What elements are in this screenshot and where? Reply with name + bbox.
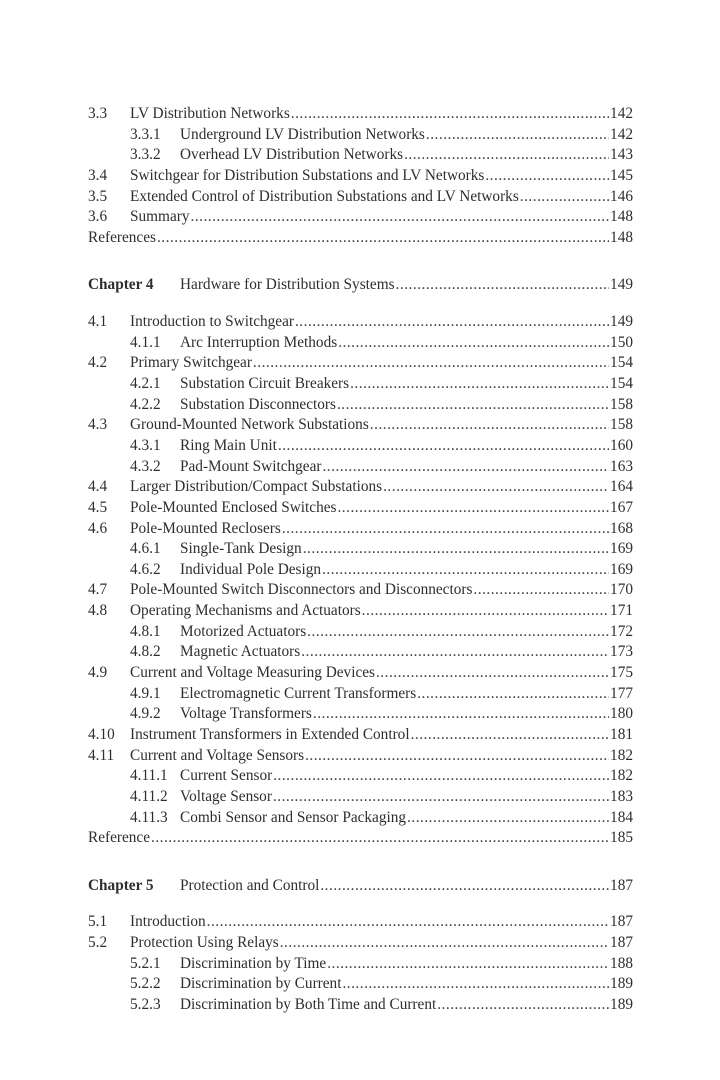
dot-leader bbox=[520, 187, 609, 208]
dot-leader bbox=[305, 746, 609, 767]
entry-number: 4.10 bbox=[88, 725, 115, 743]
page-number: 181 bbox=[610, 725, 633, 743]
page-number: 171 bbox=[610, 602, 633, 620]
entry-title: Introduction to Switchgear bbox=[130, 313, 294, 331]
dot-leader bbox=[417, 684, 609, 705]
toc-entry[interactable] bbox=[88, 353, 633, 374]
entry-number: Chapter 4 bbox=[88, 276, 154, 294]
entry-title: Overhead LV Distribution Networks bbox=[180, 146, 404, 164]
dot-leader bbox=[337, 395, 609, 416]
toc-entry[interactable] bbox=[88, 766, 633, 787]
toc-chapter-entry[interactable] bbox=[88, 876, 633, 897]
entry-title: Current and Voltage Sensors bbox=[130, 746, 305, 764]
page-number: 175 bbox=[610, 664, 633, 682]
toc-entry[interactable] bbox=[88, 539, 633, 560]
entry-title: Extended Control of Distribution Substations and LV Networks bbox=[130, 187, 519, 205]
entry-number: 5.2 bbox=[88, 934, 108, 952]
page-number: 142 bbox=[610, 125, 633, 143]
toc-entry[interactable] bbox=[88, 933, 633, 954]
dot-leader bbox=[437, 995, 609, 1016]
dot-leader bbox=[307, 622, 609, 643]
dot-leader bbox=[320, 876, 609, 897]
page-number: 187 bbox=[610, 934, 633, 952]
toc-entry[interactable] bbox=[88, 974, 633, 995]
dot-leader bbox=[280, 933, 609, 954]
toc-entry[interactable] bbox=[88, 166, 633, 187]
entry-title: Underground LV Distribution Networks bbox=[180, 125, 425, 143]
dot-leader bbox=[473, 580, 609, 601]
entry-title: References bbox=[88, 228, 156, 246]
page-number: 148 bbox=[610, 228, 633, 246]
entry-number: 4.1.1 bbox=[130, 333, 161, 351]
dot-leader bbox=[327, 954, 609, 975]
toc-entry[interactable] bbox=[88, 580, 633, 601]
entry-number: Chapter 5 bbox=[88, 876, 154, 894]
page-number: 148 bbox=[610, 208, 633, 226]
page-number: 184 bbox=[610, 808, 633, 826]
entry-number: 4.11.2 bbox=[130, 787, 168, 805]
dot-leader bbox=[337, 498, 609, 519]
page-number: 169 bbox=[610, 560, 633, 578]
page-number: 185 bbox=[610, 829, 633, 847]
entry-number: 4.6.1 bbox=[130, 540, 161, 558]
entry-number: 4.9 bbox=[88, 664, 108, 682]
entry-title: Switchgear for Distribution Substations and LV Networks bbox=[130, 166, 485, 184]
toc-entry[interactable] bbox=[88, 663, 633, 684]
page-number: 149 bbox=[610, 313, 633, 331]
entry-title: Pole-Mounted Reclosers bbox=[130, 519, 281, 537]
toc-entry[interactable] bbox=[88, 312, 633, 333]
page-number: 188 bbox=[610, 954, 633, 972]
entry-title: Electromagnetic Current Transformers bbox=[180, 684, 417, 702]
page-number: 168 bbox=[610, 519, 633, 537]
page-number: 177 bbox=[610, 684, 633, 702]
page-number: 154 bbox=[610, 375, 633, 393]
entry-title: Introduction bbox=[130, 913, 206, 931]
entry-number: 3.3.1 bbox=[130, 125, 161, 143]
page-number: 183 bbox=[610, 787, 633, 805]
page-number: 154 bbox=[610, 354, 633, 372]
entry-number: 5.2.2 bbox=[130, 975, 161, 993]
entry-title: Summary bbox=[130, 208, 190, 226]
dot-leader bbox=[322, 457, 609, 478]
dot-leader bbox=[396, 275, 610, 296]
dot-leader bbox=[342, 974, 609, 995]
entry-number: 4.5 bbox=[88, 498, 108, 516]
toc-entry[interactable] bbox=[88, 995, 633, 1016]
toc-entry[interactable] bbox=[88, 145, 633, 166]
entry-number: 4.2.1 bbox=[130, 375, 161, 393]
entry-title: Pad-Mount Switchgear bbox=[180, 457, 322, 475]
toc-entry[interactable] bbox=[88, 954, 633, 975]
toc-entry[interactable] bbox=[88, 457, 633, 478]
toc-entry[interactable] bbox=[88, 912, 633, 933]
entry-number: 3.6 bbox=[88, 208, 108, 226]
dot-leader bbox=[207, 912, 609, 933]
dot-leader bbox=[426, 125, 609, 146]
entry-title: Current and Voltage Measuring Devices bbox=[130, 664, 375, 682]
entry-number: 4.3.1 bbox=[130, 436, 161, 454]
dot-leader bbox=[370, 415, 609, 436]
toc-entry[interactable] bbox=[88, 725, 633, 746]
dot-leader bbox=[282, 519, 609, 540]
entry-title: Reference bbox=[88, 829, 150, 847]
entry-title: Operating Mechanisms and Actuators bbox=[130, 602, 361, 620]
toc-entry[interactable] bbox=[88, 228, 633, 249]
entry-number: 5.2.1 bbox=[130, 954, 161, 972]
toc-entry[interactable] bbox=[88, 787, 633, 808]
dot-leader bbox=[291, 104, 609, 125]
toc-entry[interactable] bbox=[88, 104, 633, 125]
entry-number: 5.2.3 bbox=[130, 995, 161, 1013]
dot-leader bbox=[322, 560, 609, 581]
entry-number: 4.8 bbox=[88, 602, 108, 620]
entry-title: Hardware for Distribution Systems bbox=[180, 276, 395, 294]
page-number: 158 bbox=[610, 416, 633, 434]
dot-leader bbox=[273, 766, 609, 787]
dot-leader bbox=[278, 436, 609, 457]
entry-title: Protection Using Relays bbox=[130, 934, 279, 952]
entry-title: Larger Distribution/Compact Substations bbox=[130, 478, 383, 496]
entry-title: Substation Circuit Breakers bbox=[180, 375, 350, 393]
entry-title: Arc Interruption Methods bbox=[180, 333, 338, 351]
toc-entry[interactable] bbox=[88, 333, 633, 354]
dot-leader bbox=[313, 704, 609, 725]
entry-title: Current Sensor bbox=[180, 767, 273, 785]
page-number: 150 bbox=[610, 333, 633, 351]
page-number: 187 bbox=[610, 913, 633, 931]
toc-entry[interactable] bbox=[88, 498, 633, 519]
page-number: 143 bbox=[610, 146, 633, 164]
entry-number: 4.6.2 bbox=[130, 560, 161, 578]
dot-leader bbox=[301, 642, 609, 663]
entry-title: Combi Sensor and Sensor Packaging bbox=[180, 808, 407, 826]
toc-entry[interactable] bbox=[88, 642, 633, 663]
dot-leader bbox=[151, 828, 609, 849]
toc-chapter-entry[interactable] bbox=[88, 275, 633, 296]
table-of-contents bbox=[88, 104, 633, 1016]
entry-number: 4.1 bbox=[88, 313, 108, 331]
entry-title: Pole-Mounted Switch Disconnectors and Disconnectors bbox=[130, 581, 473, 599]
page-number: 182 bbox=[610, 746, 633, 764]
dot-leader bbox=[295, 312, 609, 333]
page-number: 164 bbox=[610, 478, 633, 496]
page-number: 189 bbox=[610, 995, 633, 1013]
page-number: 169 bbox=[610, 540, 633, 558]
toc-entry[interactable] bbox=[88, 622, 633, 643]
entry-title: Voltage Sensor bbox=[180, 787, 272, 805]
dot-leader bbox=[273, 787, 609, 808]
page-number: 163 bbox=[610, 457, 633, 475]
toc-entry[interactable] bbox=[88, 828, 633, 849]
entry-number: 4.8.1 bbox=[130, 622, 161, 640]
entry-title: Instrument Transformers in Extended Control bbox=[130, 725, 410, 743]
entry-number: 4.9.2 bbox=[130, 705, 161, 723]
entry-title: Primary Switchgear bbox=[130, 354, 252, 372]
entry-number: 3.3.2 bbox=[130, 146, 161, 164]
page-number: 146 bbox=[610, 187, 633, 205]
page-number: 158 bbox=[610, 395, 633, 413]
dot-leader bbox=[407, 808, 609, 829]
entry-number: 4.3.2 bbox=[130, 457, 161, 475]
entry-number: 4.8.2 bbox=[130, 643, 161, 661]
dot-leader bbox=[157, 228, 609, 249]
page-number: 180 bbox=[610, 705, 633, 723]
entry-number: 4.6 bbox=[88, 519, 108, 537]
entry-number: 4.2.2 bbox=[130, 395, 161, 413]
dot-leader bbox=[376, 663, 609, 684]
entry-number: 3.3 bbox=[88, 105, 108, 122]
entry-number: 3.4 bbox=[88, 166, 108, 184]
dot-leader bbox=[362, 601, 609, 622]
entry-number: 4.11.1 bbox=[130, 767, 168, 785]
entry-title: Substation Disconnectors bbox=[180, 395, 336, 413]
toc-entry[interactable] bbox=[88, 746, 633, 767]
page-number: 182 bbox=[610, 767, 633, 785]
dot-leader bbox=[191, 207, 610, 228]
entry-title: LV Distribution Networks bbox=[130, 105, 290, 122]
toc-entry[interactable] bbox=[88, 207, 633, 228]
page-number: 145 bbox=[610, 166, 633, 184]
entry-number: 4.11.3 bbox=[130, 808, 168, 826]
entry-number: 4.2 bbox=[88, 354, 108, 372]
entry-number: 4.9.1 bbox=[130, 684, 161, 702]
entry-title: Ground-Mounted Network Substations bbox=[130, 416, 369, 434]
entry-title: Discrimination by Current bbox=[180, 975, 342, 993]
page-number: 187 bbox=[610, 876, 633, 894]
page-number: 170 bbox=[610, 581, 633, 599]
entry-title: Motorized Actuators bbox=[180, 622, 307, 640]
dot-leader bbox=[350, 374, 609, 395]
dot-leader bbox=[485, 166, 609, 187]
toc-entry[interactable] bbox=[88, 684, 633, 705]
dot-leader bbox=[253, 353, 609, 374]
toc-entry[interactable] bbox=[88, 187, 633, 208]
dot-leader bbox=[383, 477, 609, 498]
page-number: 173 bbox=[610, 643, 633, 661]
entry-title: Protection and Control bbox=[180, 876, 320, 894]
toc-entry[interactable] bbox=[88, 436, 633, 457]
page-number: 160 bbox=[610, 436, 633, 454]
toc-entry[interactable] bbox=[88, 560, 633, 581]
entry-title: Magnetic Actuators bbox=[180, 643, 301, 661]
toc-entry[interactable] bbox=[88, 601, 633, 622]
page-number: 189 bbox=[610, 975, 633, 993]
dot-leader bbox=[411, 725, 609, 746]
entry-number: 3.5 bbox=[88, 187, 108, 205]
entry-title: Discrimination by Both Time and Current bbox=[180, 995, 437, 1013]
entry-title: Voltage Transformers bbox=[180, 705, 312, 723]
toc-entry[interactable] bbox=[88, 395, 633, 416]
toc-entry[interactable] bbox=[88, 808, 633, 829]
entry-title: Ring Main Unit bbox=[180, 436, 277, 454]
entry-title: Individual Pole Design bbox=[180, 560, 322, 578]
toc-entry[interactable] bbox=[88, 519, 633, 540]
toc-entry[interactable] bbox=[88, 704, 633, 725]
dot-leader bbox=[404, 145, 609, 166]
page-number: 172 bbox=[610, 622, 633, 640]
entry-title: Single-Tank Design bbox=[180, 540, 302, 558]
entry-number: 4.3 bbox=[88, 416, 108, 434]
entry-title: Pole-Mounted Enclosed Switches bbox=[130, 498, 337, 516]
toc-entry[interactable] bbox=[88, 125, 633, 146]
toc-entry[interactable] bbox=[88, 374, 633, 395]
entry-title: Discrimination by Time bbox=[180, 954, 327, 972]
entry-number: 4.11 bbox=[88, 746, 115, 764]
toc-entry[interactable] bbox=[88, 477, 633, 498]
page-number: 167 bbox=[610, 498, 633, 516]
toc-entry[interactable] bbox=[88, 415, 633, 436]
entry-number: 4.7 bbox=[88, 581, 108, 599]
entry-number: 4.4 bbox=[88, 478, 108, 496]
entry-number: 5.1 bbox=[88, 913, 108, 931]
page-number: 149 bbox=[610, 276, 633, 294]
page-number: 142 bbox=[610, 105, 633, 122]
dot-leader bbox=[338, 333, 609, 354]
dot-leader bbox=[303, 539, 609, 560]
